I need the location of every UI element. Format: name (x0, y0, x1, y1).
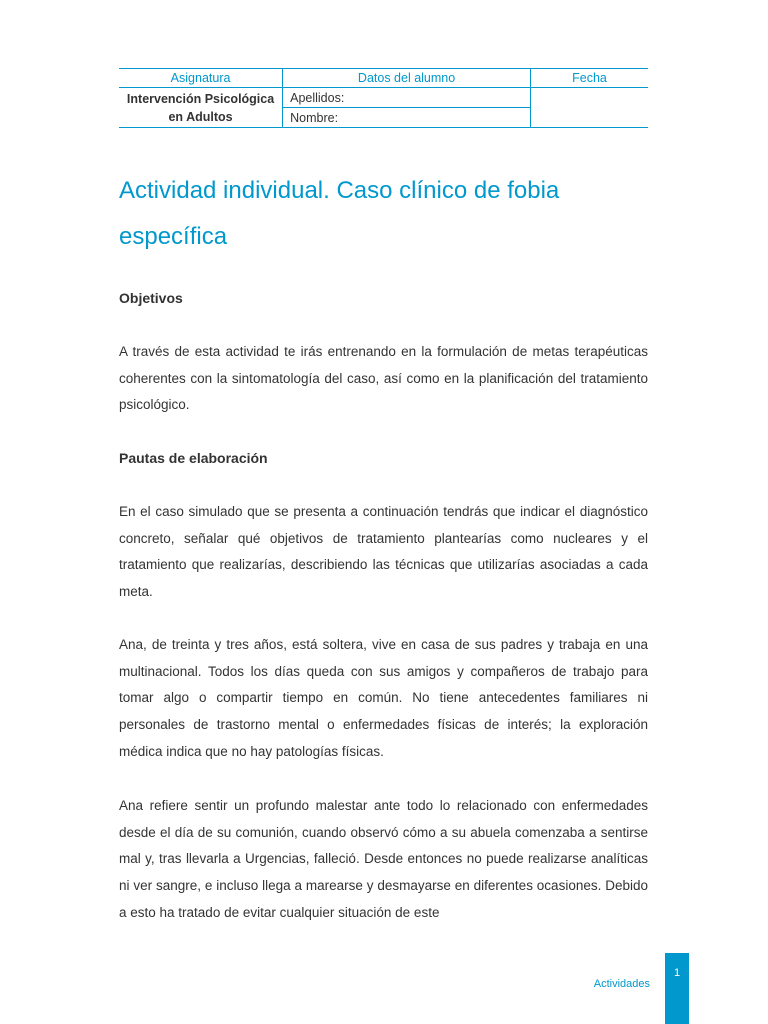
header-table (119, 68, 648, 128)
col-header-date: Fecha (531, 69, 648, 88)
page-title: Actividad individual. Caso clínico de fobia específica (119, 177, 560, 250)
case-paragraph-1: Ana, de treinta y tres años, está soltera, vive en casa de sus padres y trabaja en una multinacional. Todos los días queda con sus amigos y compañeros de trabajo para tomar algo o compartir tiempo en común. No tiene antecedentes familiares ni personales de trastorno mental o enfermedades físicas de interés; la exploración médica indica que no hay patologías físicas. (119, 637, 648, 759)
subject-line-1: Intervención Psicológica (126, 91, 275, 106)
date-field (531, 88, 648, 128)
footer-section-label: Actividades (593, 978, 650, 990)
objectives-heading: Objetivos (119, 290, 183, 306)
col-header-student: Datos del alumno (283, 69, 531, 88)
subject-line-2: en Adultos (168, 109, 233, 124)
case-paragraph-2: Ana refiere sentir un profundo malestar ante todo lo relacionado con enfermedades desde el día de su comunión, cuando observó cómo a su abuela comenzaba a sentirse mal y, tras llevarla a Urgencias, falleció. Desde entonces no puede realizarse analíticas ni ver sangre, e incluso llega a marearse y desmayarse en diferentes ocasiones. Debido a esto ha tratado de evitar cualquier situación de este (119, 798, 648, 920)
page-number-badge (665, 953, 689, 1024)
page-number: 1 (673, 967, 681, 979)
name-field: Nombre: (283, 108, 531, 128)
surname-field: Apellidos: (283, 88, 531, 108)
subject-cell (119, 88, 283, 128)
guidelines-heading: Pautas de elaboración (119, 450, 268, 466)
guidelines-paragraph: En el caso simulado que se presenta a continuación tendrás que indicar el diagnóstico concreto, señalar qué objetivos de tratamiento plantearías como nucleares y el tratamiento que realizarías, describiendo las técnicas que utilizarías asociadas a cada meta. (119, 504, 648, 600)
objectives-paragraph: A través de esta actividad te irás entrenando en la formulación de metas terapéuticas coherentes con la sintomatología del caso, así como en la planificación del tratamiento psicológico. (119, 344, 648, 413)
col-header-subject: Asignatura (119, 69, 283, 88)
